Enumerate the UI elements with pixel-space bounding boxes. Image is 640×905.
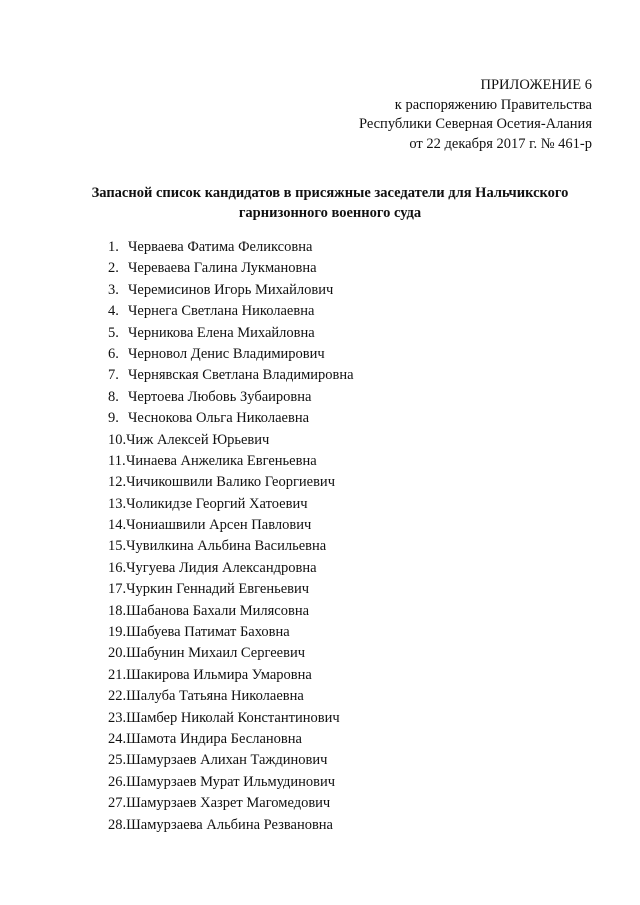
appendix-issuer: Республики Северная Осетия-Алания xyxy=(358,116,592,132)
document-title-line-2: гарнизонного военного суда xyxy=(238,205,422,221)
list-item-name: Чернявская Светлана Владимировна xyxy=(128,367,354,384)
list-item-number: 10. xyxy=(108,431,127,448)
list-item-number: 21. xyxy=(108,666,127,683)
appendix-date-number: от 22 декабря 2017 г. № 461-р xyxy=(409,135,592,152)
list-item-number: 24. xyxy=(108,730,127,747)
list-item-name: Чичикошвили Валико Георгиевич xyxy=(126,474,335,491)
list-item xyxy=(108,280,354,301)
list-item xyxy=(108,387,354,408)
list-item-name: Черемисинов Игорь Михайлович xyxy=(128,281,334,298)
list-item-number: 15. xyxy=(108,538,127,555)
list-item-name: Шамота Индира Беслановна xyxy=(126,730,302,747)
list-item xyxy=(108,601,354,622)
list-item-name: Шамурзаев Хазрет Магомедович xyxy=(126,795,331,812)
list-item-number: 6. xyxy=(108,345,119,362)
list-item xyxy=(108,494,354,515)
list-item xyxy=(108,344,354,365)
list-item-number: 20. xyxy=(108,645,127,662)
list-item-number: 5. xyxy=(108,324,119,341)
list-item-number: 4. xyxy=(108,303,119,320)
list-item-name: Чинаева Анжелика Евгеньевна xyxy=(126,452,317,469)
list-item xyxy=(108,772,354,793)
list-item-name: Череваева Галина Лукмановна xyxy=(128,260,317,277)
list-item-number: 14. xyxy=(108,517,127,534)
list-item-name: Чеснокова Ольга Николаевна xyxy=(128,410,310,427)
list-item-number: 19. xyxy=(108,624,127,641)
list-item-name: Шабанова Бахали Милясовна xyxy=(126,602,310,619)
candidate-list xyxy=(108,237,354,836)
list-item-name: Шамбер Николай Константинович xyxy=(126,709,340,726)
list-item-name: Чувилкина Альбина Васильевна xyxy=(126,538,327,555)
list-item-number: 3. xyxy=(108,281,119,298)
list-item-name: Чуркин Геннадий Евгеньевич xyxy=(126,581,310,598)
list-item xyxy=(108,643,354,664)
list-item xyxy=(108,301,354,322)
list-item-name: Черновол Денис Владимирович xyxy=(128,345,325,362)
list-item xyxy=(108,430,354,451)
list-item-number: 18. xyxy=(108,602,127,619)
list-item-number: 27. xyxy=(108,795,127,812)
list-item xyxy=(108,686,354,707)
list-item-number: 12. xyxy=(108,474,127,491)
list-item-name: Чоликидзе Георгий Хатоевич xyxy=(126,495,308,512)
list-item xyxy=(108,622,354,643)
list-item-name: Шалуба Татьяна Николаевна xyxy=(126,688,304,705)
list-item-number: 7. xyxy=(108,367,119,384)
list-item-number: 17. xyxy=(108,581,127,598)
list-item xyxy=(108,258,354,279)
list-item xyxy=(108,708,354,729)
list-item-name: Чониашвили Арсен Павлович xyxy=(126,517,312,534)
list-item xyxy=(108,729,354,750)
list-item-number: 9. xyxy=(108,410,119,427)
list-item-name: Шакирова Ильмира Умаровна xyxy=(126,666,312,683)
list-item xyxy=(108,237,354,258)
list-item-number: 1. xyxy=(108,239,119,255)
list-item xyxy=(108,408,354,429)
list-item-name: Шамурзаева Альбина Резвановна xyxy=(126,816,333,833)
list-item xyxy=(108,323,354,344)
appendix-number: ПРИЛОЖЕНИЕ 6 xyxy=(480,77,592,93)
list-item xyxy=(108,515,354,536)
list-item-number: 11. xyxy=(108,452,126,469)
list-item-number: 26. xyxy=(108,773,127,790)
list-item-number: 2. xyxy=(108,260,119,277)
list-item-name: Чернега Светлана Николаевна xyxy=(128,303,315,320)
list-item xyxy=(108,793,354,814)
list-item-number: 13. xyxy=(108,495,127,512)
list-item-name: Чертоева Любовь Зубаировна xyxy=(128,388,312,405)
list-item xyxy=(108,365,354,386)
list-item-name: Шамурзаев Мурат Ильмудинович xyxy=(126,773,336,790)
list-item-name: Черваева Фатима Феликсовна xyxy=(128,239,313,255)
list-item-number: 23. xyxy=(108,709,127,726)
list-item xyxy=(108,558,354,579)
list-item-number: 22. xyxy=(108,688,127,705)
list-item-number: 25. xyxy=(108,752,127,769)
list-item-name: Шабунин Михаил Сергеевич xyxy=(126,645,305,662)
list-item xyxy=(108,472,354,493)
list-item xyxy=(108,815,354,836)
list-item-name: Чиж Алексей Юрьевич xyxy=(126,431,270,448)
list-item xyxy=(108,750,354,771)
list-item-name: Чугуева Лидия Александровна xyxy=(126,559,317,576)
list-item-number: 28. xyxy=(108,816,127,833)
appendix-reference: к распоряжению Правительства xyxy=(394,96,592,113)
list-item xyxy=(108,579,354,600)
list-item xyxy=(108,536,354,557)
list-item xyxy=(108,665,354,686)
list-item-name: Черникова Елена Михайловна xyxy=(128,324,315,341)
list-item xyxy=(108,451,354,472)
appendix-header xyxy=(359,76,592,154)
list-item-number: 16. xyxy=(108,559,127,576)
list-item-number: 8. xyxy=(108,388,119,405)
document-title-line-1: Запасной список кандидатов в присяжные заседатели для Нальчикского xyxy=(91,185,569,201)
document-title xyxy=(60,183,600,223)
list-item-name: Шабуева Патимат Баховна xyxy=(126,624,290,641)
list-item-name: Шамурзаев Алихан Таждинович xyxy=(126,752,328,769)
